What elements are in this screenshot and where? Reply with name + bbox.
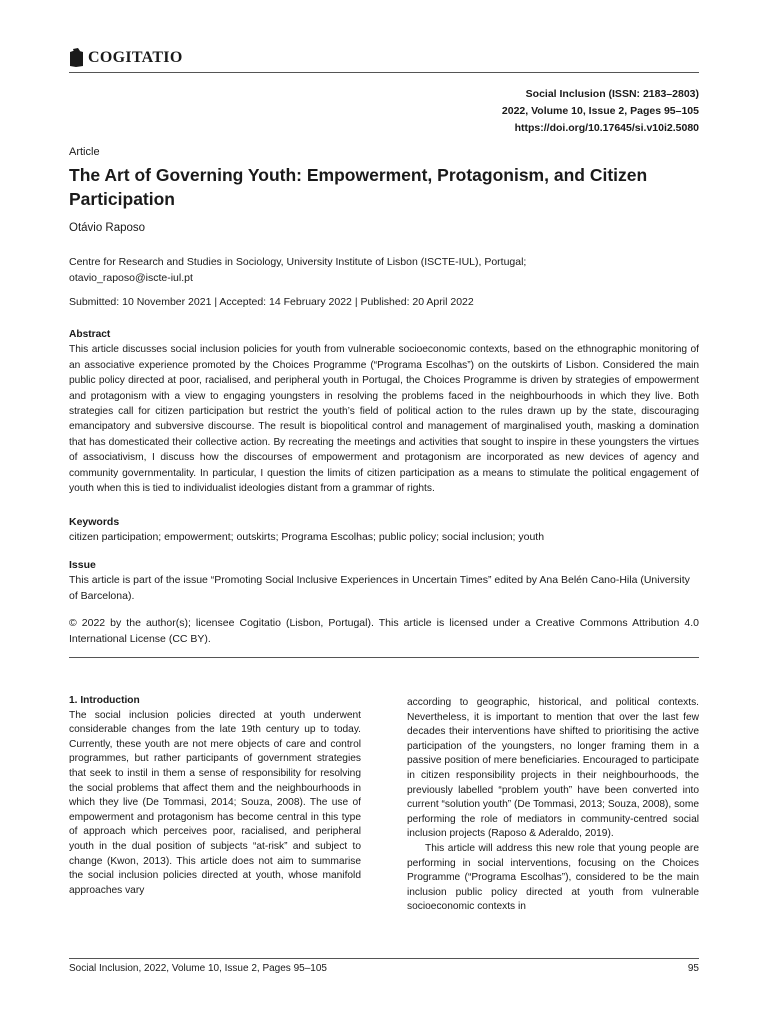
issue-text: This article is part of the issue “Promoting Social Inclusive Experiences in Uncertain Times” edited by Ana Belén Cano-Hila (University of Barcelona). [69,574,690,602]
license-notice: © 2022 by the author(s); licensee Cogitatio (Lisbon, Portugal). This article is licensed under a Creative Commons Attribution 4.0 International License (CC BY). [69,617,699,645]
top-divider [69,72,699,73]
author-email-link[interactable]: otavio_raposo@iscte-iul.pt [69,272,193,284]
abstract-heading: Abstract [69,329,111,340]
journal-volume: 2022, Volume 10, Issue 2, Pages 95–105 [501,105,699,117]
publisher-logo [69,47,183,69]
body-column-right [407,696,699,915]
journal-doi-link[interactable]: https://doi.org/10.17645/si.v10i2.5080 [514,122,699,134]
author-affiliation [69,254,689,286]
section-heading-introduction: 1. Introduction [69,695,140,706]
publication-dates: Submitted: 10 November 2021 | Accepted: 14 February 2022 | Published: 20 April 2022 [69,296,474,308]
body-paragraph: The social inclusion policies directed at youth underwent considerable changes from the late 19th century up to today. Currently, these youth are not mere objects of care and control programmes, but rather participants of government strategies that seek to instil in them a sense of responsibility for resolving the social problems that affect them and the neighbourhoods in which they live (De Tommasi, 2014; Souza, 2008). The use of empowerment and protagonism has become central in this type of approach which perceives poor, racialised, and peripheral youth in the dual position of subjects “at-risk” and subject to change (Kwon, 2013). This article does not aim to summarise the social inclusion policies directed at youth, whose manifold approaches vary [69,709,361,896]
brand-name: COGITATIO [88,49,183,66]
body-column-left [69,694,361,898]
keywords-heading: Keywords [69,516,120,528]
body-paragraph: This article will address this new role that young people are performing in social interventions, focusing on the Choices Programme (“Programa Escolhas”), considered to be the main inclusion public policy directed at youth from vulnerable socioeconomic contexts in [407,842,699,913]
article-type: Article [69,146,100,158]
article-title: The Art of Governing Youth: Empowerment, Protagonism, and Citizen Participation [69,165,648,209]
body-paragraph: according to geographic, historical, and political contexts. Nevertheless, it is important to mention that over the last few decades their interventions have shifted to prioritising the active participation of the youngsters, no longer framing them in a passive position of mere beneficiaries. Encouraged to participate in citizen responsibility projects in their neighbourhoods, the previously labelled “problem youth” have been converted into current “solution youth” (De Tommasi, 2013; Souza, 2008), some performing the role of mediators in community-centred social inclusion projects (Raposo & Aderaldo, 2019). [407,697,699,840]
author-name: Otávio Raposo [69,222,146,234]
footer-citation: Social Inclusion, 2022, Volume 10, Issue 2, Pages 95–105 [69,963,327,974]
section-divider [69,657,699,658]
abstract-text: This article discusses social inclusion policies for youth from vulnerable socioeconomic contexts, based on the ethnographic monitoring of an associative experience promoted by the Choices Programme (“Programa Escolhas”) on the outskirts of Lisbon. Considered the main public policy directed at poor, racialised, and peripheral youth in Portugal, the Choices Programme is driven by strategies of empowerment and protagonism with a view to engaging youngsters in resolving the problems faced in the neighbourhoods in which they live. Both strategies call for citizen participation but restrict the youth’s field of political action to the rules drawn up by the state, discouraging emancipatory and subversive discourse. The result is biopolitical control and management of marginalised youth, masking a domination that has domesticated their collective action. By recreating the meetings and activities that sought to inspire in these youngsters the virtues of associativism, I discuss how the discourses of empowerment and protagonism are incorporated as new devices of agency and community governmentality. In particular, I question the limits of citizen participation as a means to stimulate the political engagement of youth when this is tied to individualist ideologies distant from a grammar of rights. [69,344,699,495]
keywords-text: citizen participation; empowerment; outskirts; Programa Escolhas; public policy; social inclusion; youth [69,531,545,544]
footer-divider [69,958,699,959]
page-footer [69,963,699,974]
issue-heading: Issue [69,559,96,571]
cogitatio-logo-icon [69,48,84,68]
journal-issn: Social Inclusion (ISSN: 2183–2803) [525,88,699,100]
issue-section [69,558,699,604]
abstract-section [69,327,699,496]
affiliation-institution: Centre for Research and Studies in Sociology, University Institute of Lisbon (ISCTE-IUL), Portugal; [69,256,527,268]
journal-meta [502,86,699,137]
article-page [69,0,699,1024]
keywords-section [69,515,699,546]
page-number: 95 [687,963,699,974]
